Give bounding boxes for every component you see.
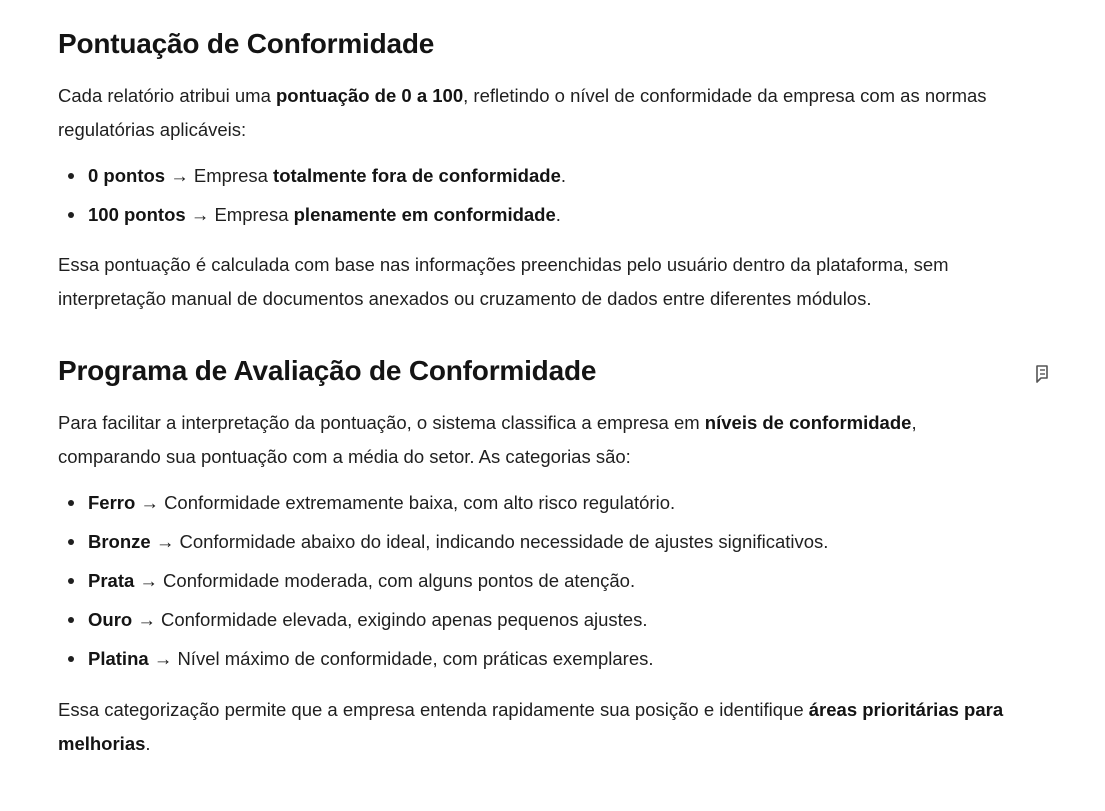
list-item-text: → Empresa xyxy=(165,165,274,186)
score-list xyxy=(58,156,566,234)
list-item xyxy=(58,156,566,195)
levels-list xyxy=(58,483,828,678)
programa-outro-paragraph xyxy=(58,693,1018,761)
level-description: → Conformidade abaixo do ideal, indicando necessidade de ajustes significativos. xyxy=(150,531,829,552)
comment-icon[interactable] xyxy=(1035,364,1049,384)
section-heading-programa: Programa de Avaliação de Conformidade xyxy=(58,355,597,386)
outro-text-end: . xyxy=(145,733,151,754)
outro-bold-text: áreas prioritárias para melhorias xyxy=(58,699,1004,754)
pontuacao-note-paragraph: Essa pontuação é calculada com base nas informações preenchidas pelo usuário dentro da plataforma, sem interpretação manual de documentos anexados ou cruzamento de dados entre diferentes módulos. xyxy=(58,254,949,309)
intro-text-end: , comparando sua pontuação com a média do setor. As categorias são: xyxy=(58,412,917,467)
level-description: → Conformidade elevada, exigindo apenas pequenos ajustes. xyxy=(132,609,648,630)
list-item-text: → Empresa xyxy=(185,204,294,225)
list-item-bold: 100 pontos xyxy=(88,204,186,225)
level-name: Bronze xyxy=(88,531,151,552)
list-item-text: . xyxy=(555,204,561,225)
pontuacao-intro-paragraph xyxy=(58,79,1018,147)
list-item xyxy=(58,561,828,600)
list-item xyxy=(58,522,828,561)
level-description: → Conformidade extremamente baixa, com alto risco regulatório. xyxy=(135,492,676,513)
list-item-bold: plenamente em conformidade xyxy=(293,204,556,225)
level-name: Ouro xyxy=(88,609,133,630)
list-item xyxy=(58,639,828,678)
list-item xyxy=(58,195,566,234)
level-name: Platina xyxy=(88,648,149,669)
programa-intro-paragraph xyxy=(58,406,1018,474)
list-item-text: . xyxy=(560,165,567,186)
outro-text: Essa categorização permite que a empresa entenda rapidamente sua posição e identifique xyxy=(58,699,809,720)
level-name: Prata xyxy=(88,570,135,591)
level-description: → Nível máximo de conformidade, com práticas exemplares. xyxy=(148,648,654,669)
intro-bold-text: níveis de conformidade xyxy=(704,412,912,433)
intro-text: Cada relatório atribui uma xyxy=(58,85,276,106)
intro-text-end: , refletindo o nível de conformidade da empresa com as normas regulatórias aplicáveis: xyxy=(58,85,987,140)
list-item-bold: 0 pontos xyxy=(88,165,166,186)
list-item-bold: totalmente fora de conformidade xyxy=(273,165,561,186)
level-description: → Conformidade moderada, com alguns pontos de atenção. xyxy=(134,570,636,591)
list-item xyxy=(58,600,828,639)
intro-text: Para facilitar a interpretação da pontuação, o sistema classifica a empresa em xyxy=(58,412,705,433)
list-item xyxy=(58,483,828,522)
level-name: Ferro xyxy=(88,492,136,513)
section-heading-pontuacao: Pontuação de Conformidade xyxy=(58,28,435,59)
intro-bold-text: pontuação de 0 a 100 xyxy=(276,85,464,106)
